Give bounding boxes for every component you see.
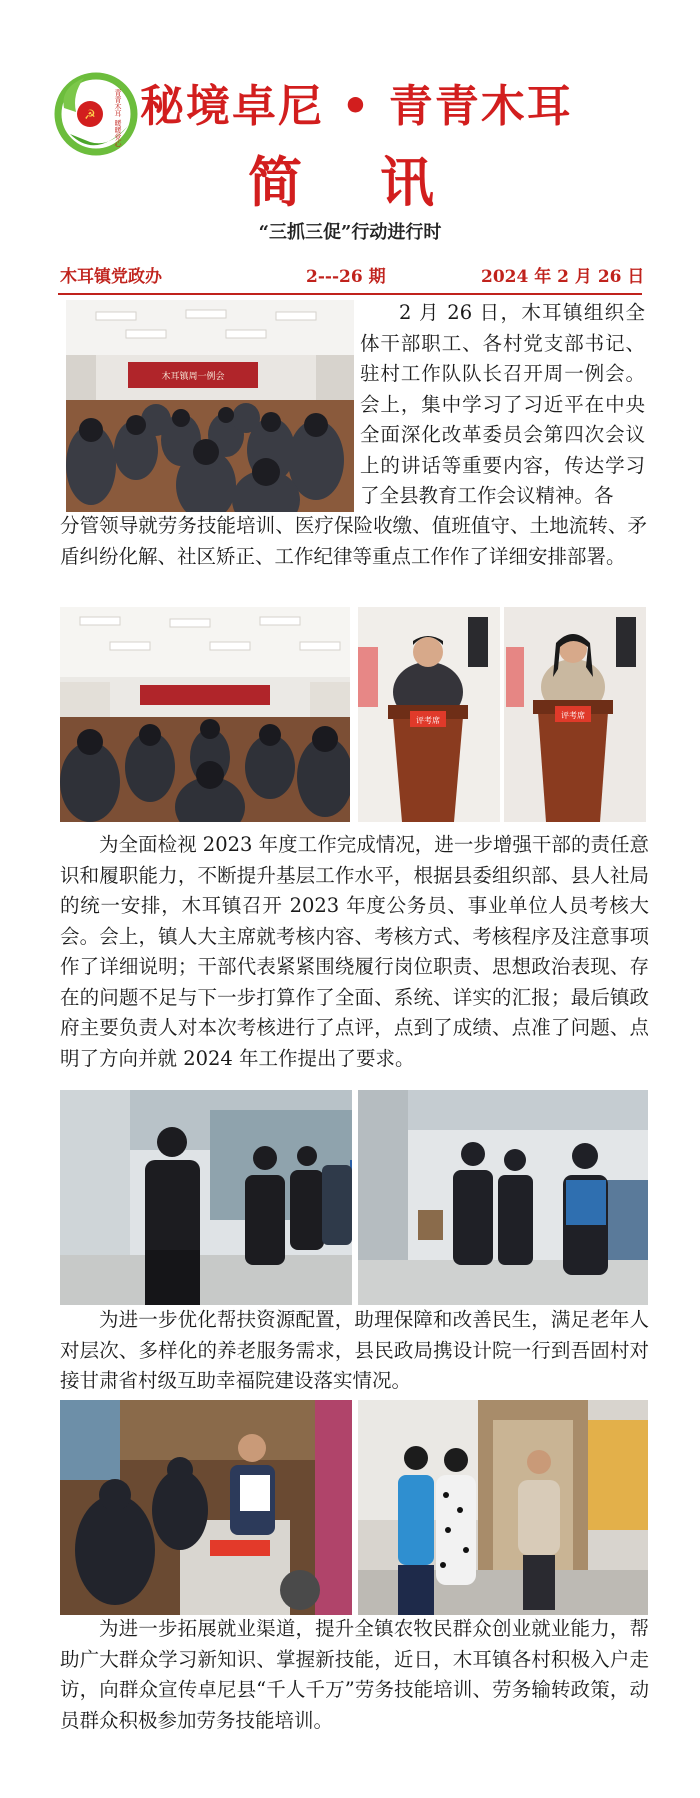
issue-date: 2024 年 2 月 26 日 [481, 267, 645, 287]
article-4: 为进一步拓展就业渠道，提升全镇农牧民群众创业就业能力，帮助广大群众学习新知识、掌握新技能，近日，木耳镇各村积极入户走访，向群众宣传卓尼县“千人千万”劳务技能培训、劳务输转政策，动员群众积极参加劳务技能培训。 [60, 1617, 649, 1732]
banner-text: 木耳镇周一例会 [161, 372, 225, 382]
photo-home-visit-2 [358, 1400, 648, 1615]
photo-welfare-inspection-1 [60, 1090, 352, 1305]
placard-1: 评考席 [416, 716, 440, 725]
newsletter-subtitle: 简讯 [248, 150, 512, 214]
article-3: 为进一步优化帮扶资源配置，助理保障和改善民生，满足老年人对层次、多样化的养老服务需求，县民政局携设计院一行到吾固村对接甘肃省村级互助幸福院建设落实情况。 [60, 1308, 649, 1392]
photo-cadre-reports [358, 607, 646, 822]
photo-welfare-inspection-2 [358, 1090, 648, 1305]
header-divider [58, 293, 642, 295]
issue-number: 2---26 期 [306, 267, 386, 287]
svg-text:☭: ☭ [84, 108, 96, 123]
photo-home-visit-1 [60, 1400, 352, 1615]
slogan: “三抓三促”行动进行时 [258, 222, 442, 243]
article-2: 为全面检视 2023 年度工作完成情况，进一步增强干部的责任意识和履职能力，不断提升基层工作水平，根据县委组织部、县人社局的统一安排，木耳镇召开 2023 年度公务员、事业单位人员考核大会。会上，镇人大主席就考核内容、考核方式、考核程序及注意事项作了详细说明；干部代表紧紧围绕履行岗位职责、思想政治表现、存在的问题不足与下一步打算作了全面、系统、详实的汇报；最后镇政府主要负责人对本次考核进行了点评，点到了成绩、点准了问题、点明了方向并就 2024 年工作提出了要求。 [60, 833, 649, 1070]
newsletter-logo [50, 68, 142, 160]
issuing-office: 木耳镇党政办 [60, 267, 162, 287]
placard-2: 评考席 [561, 711, 585, 720]
newsletter-title: 秘境卓尼 • 青青木耳 [140, 81, 573, 132]
article-1-part-2: 分管领导就劳务技能培训、医疗保险收缴、值班值守、土地流转、矛盾纠纷化解、社区矫正、工作纪律等重点工作作了详细安排部署。 [60, 514, 647, 568]
photo-weekly-meeting [66, 300, 354, 512]
article-1-part-1: 2 月 26 日，木耳镇组织全体干部职工、各村党支部书记、驻村工作队队长召开周一例会。会上，集中学习了习近平在中央全面深化改革委员会第四次会议上的讲话等重要内容，传达学习了全县教育工作会议精神。各 [360, 301, 645, 507]
logo-lettering: 青青木耳 暖暖党心 [114, 88, 122, 148]
photo-assessment-meeting [60, 607, 350, 822]
